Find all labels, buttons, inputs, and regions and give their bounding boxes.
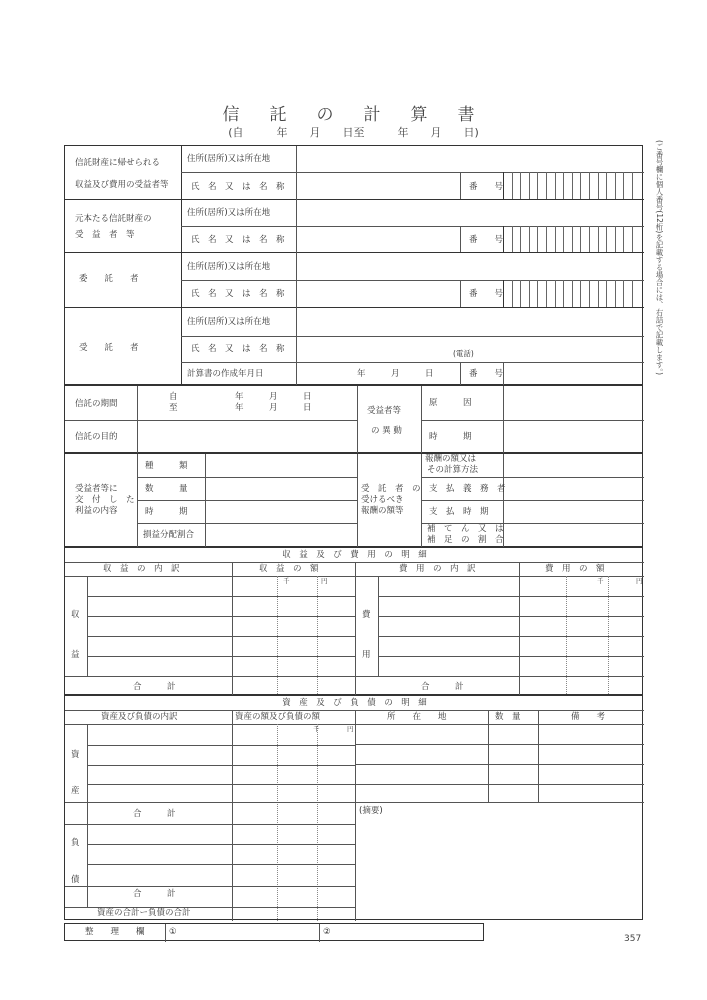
- label-address-1: 住所(居所)又は所在地: [187, 154, 271, 164]
- income-expense-block: [64, 547, 643, 695]
- label-arrangement: 整 理 欄: [85, 927, 145, 937]
- label-entrustor: 委 託 者: [79, 274, 139, 284]
- label-summary: (摘要): [359, 806, 383, 816]
- label-address-3: 住所(居所)又は所在地: [187, 262, 271, 272]
- label-asset-total: 合 計: [133, 809, 176, 819]
- created-date-fill: 年 月 日: [357, 369, 434, 379]
- label-trustee-fee-1: 受 託 者 の: [361, 484, 421, 494]
- label-yen-3: 円: [347, 725, 354, 733]
- label-beneficiary-income-2: 収益及び費用の受益者等: [75, 180, 169, 190]
- label-beneficiary-change-2: の 異 動: [371, 426, 402, 436]
- trust-info-block: [64, 385, 643, 453]
- label-liab-total: 合 計: [133, 889, 176, 899]
- assets-liabilities-block: [64, 695, 643, 920]
- label-trust-period: 信託の期間: [75, 399, 118, 409]
- benefit-fee-block: [64, 453, 643, 547]
- label-income-amount: 収 益 の 額: [259, 564, 319, 574]
- label-beneficiary-income: 信託財産に帰せられる: [75, 158, 161, 168]
- period-line: (自 年 月 日至 年 月 日): [228, 126, 479, 139]
- label-compensation-2: 補 足 の 割 合: [427, 535, 504, 545]
- label-expense-breakdown: 費 用 の 内 訳: [399, 564, 476, 574]
- period-to-fill: 年 月 日: [235, 403, 312, 413]
- label-created-date: 計算書の作成年月日: [187, 369, 264, 379]
- label-trustee: 受 託 者: [79, 343, 139, 353]
- label-trust-purpose: 信託の目的: [75, 432, 118, 442]
- parties-block: [64, 145, 643, 385]
- label-to: 至: [169, 403, 178, 413]
- label-name-1: 氏 名 又 は 名 称: [191, 182, 285, 192]
- label-principal-beneficiary-2: 受 益 者 等: [75, 230, 135, 240]
- label-count: 数 量: [495, 712, 521, 722]
- label-remarks: 備 考: [571, 712, 606, 722]
- label-kind: 種 類: [145, 461, 188, 471]
- label-income-v2: 益: [71, 650, 80, 660]
- label-name-2: 氏 名 又 は 名 称: [191, 235, 285, 245]
- label-benefit-content-2: 交 付 し た: [75, 495, 135, 505]
- label-fee-method-1: 報酬の額又は: [425, 454, 477, 464]
- label-profit-ratio: 損益分配割合: [143, 530, 195, 540]
- label-benefit-content-3: 利益の内容: [75, 506, 118, 516]
- label-trustee-fee-2: 受けるべき: [361, 495, 404, 505]
- label-quantity: 数 量: [145, 484, 188, 494]
- label-liab-v1: 負: [71, 838, 80, 848]
- label-payer: 支 払 義 務 者: [429, 484, 506, 494]
- label-name-4: 氏 名 又 は 名 称: [191, 344, 285, 354]
- label-net-total: 資産の合計ー負債の合計: [97, 908, 191, 918]
- label-fee-method-2: その計算方法: [427, 465, 479, 475]
- label-income-v1: 収: [71, 610, 80, 620]
- label-time: 時 期: [429, 432, 472, 442]
- label-timing: 時 期: [145, 507, 188, 517]
- label-expense-total: 合 計: [421, 682, 464, 692]
- label-from: 自: [169, 392, 178, 402]
- page-number: 357: [624, 934, 642, 944]
- label-address-4: 住所(居所)又は所在地: [187, 317, 271, 327]
- arrangement-row: [64, 923, 484, 941]
- label-address-2: 住所(居所)又は所在地: [187, 208, 271, 218]
- label-asset-v1: 資: [71, 750, 80, 760]
- side-note: (ご番号欄に個人番号(12桁)を記載する場合には、右詰で記載します。): [655, 140, 664, 375]
- label-trustee-fee-3: 報酬の額等: [361, 506, 404, 516]
- label-thousand-3: 千: [313, 725, 320, 733]
- page-title: 信託の計算書: [222, 105, 505, 125]
- label-location: 所 在 地: [387, 712, 447, 722]
- label-name-3: 氏 名 又 は 名 称: [191, 289, 285, 299]
- label-principal-beneficiary: 元本たる信託財産の: [75, 214, 152, 224]
- label-expense-v2: 用: [362, 650, 371, 660]
- label-expense-amount: 費 用 の 額: [545, 564, 605, 574]
- label-number-3: 番 号: [469, 289, 504, 299]
- label-yen-2: 円: [636, 577, 643, 585]
- label-benefit-content-1: 受益者等に: [75, 484, 118, 494]
- label-assets-liab-detail: 資 産 及 び 負 債 の 明 細: [282, 698, 427, 708]
- label-liab-v2: 債: [71, 875, 80, 885]
- label-circle-2: ②: [323, 927, 331, 937]
- label-income-total: 合 計: [133, 682, 176, 692]
- period-from-fill: 年 月 日: [235, 392, 312, 402]
- label-thousand-2: 千: [597, 577, 604, 585]
- label-yen-1: 円: [321, 577, 328, 585]
- label-number-4: 番 号: [469, 369, 504, 379]
- label-asset-v2: 産: [71, 786, 80, 796]
- label-assets-liab-amount: 資産の額及び負債の額: [235, 712, 321, 722]
- label-compensation-1: 補 て ん 又 は: [427, 524, 504, 534]
- label-reason: 原 因: [429, 398, 472, 408]
- label-beneficiary-change: 受益者等: [367, 406, 402, 416]
- label-phone: (電話): [453, 349, 474, 358]
- label-income-breakdown: 収 益 の 内 訳: [103, 564, 180, 574]
- label-number-1: 番 号: [469, 182, 504, 192]
- label-circle-1: ①: [169, 927, 177, 937]
- label-number-2: 番 号: [469, 235, 504, 245]
- label-income-expense-detail: 収 益 及 び 費 用 の 明 細: [282, 550, 427, 560]
- label-thousand-1: 千: [283, 577, 290, 585]
- label-pay-time: 支 払 時 期: [429, 507, 489, 517]
- label-assets-liab-breakdown: 資産及び負債の内訳: [101, 712, 178, 722]
- label-expense-v1: 費: [362, 610, 371, 620]
